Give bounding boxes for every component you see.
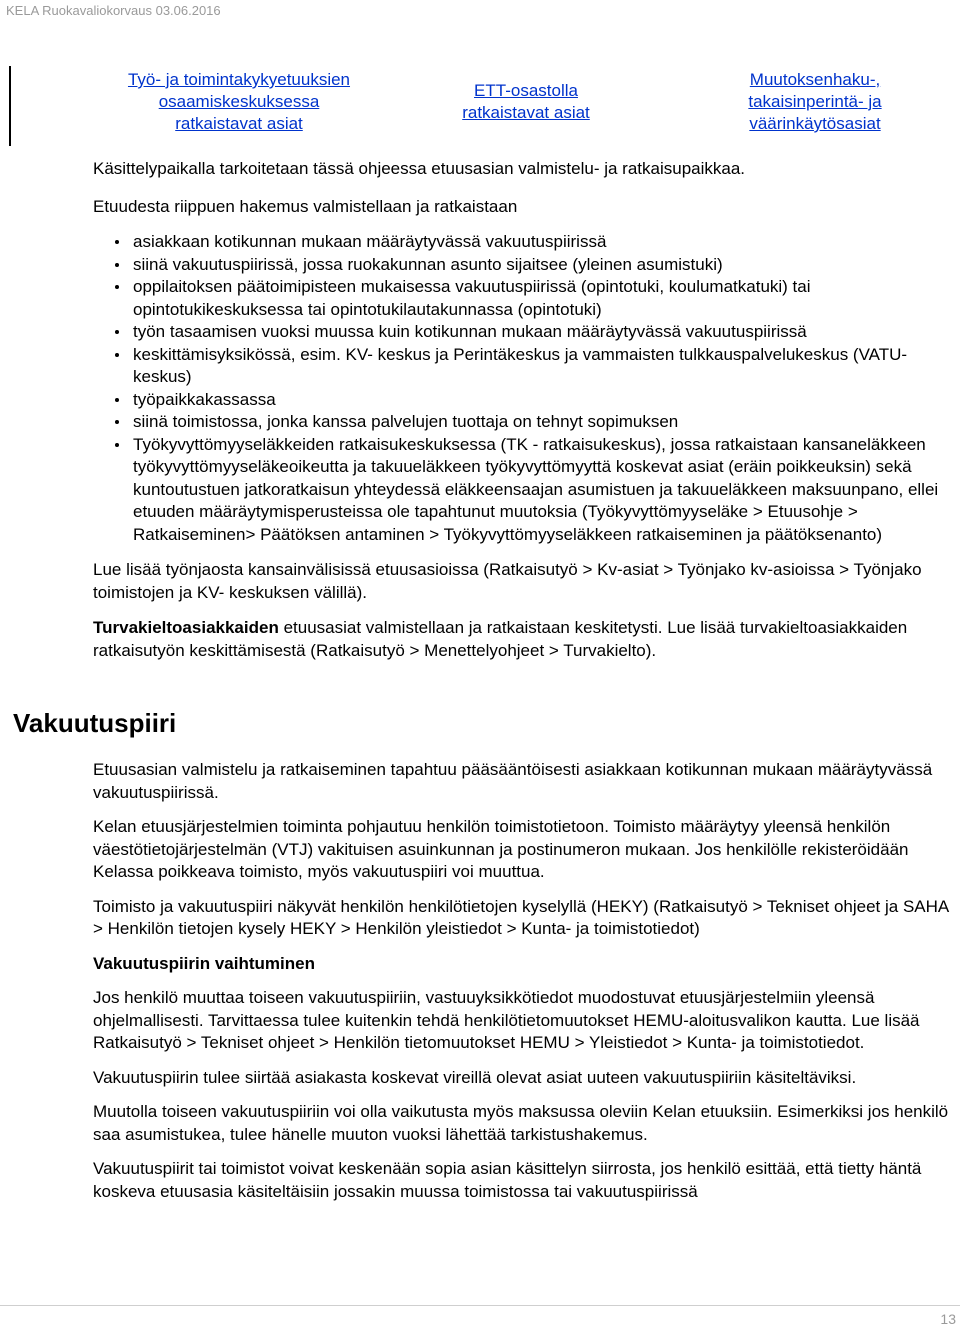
footer-divider [0,1305,960,1306]
list-item: keskittämisyksikössä, esim. KV- keskus ja Perintäkeskus ja vammaisten tulkkauspalvelukeskus (VATU-keskus) [133,344,959,389]
link-tk-line-3: ratkaistavat asiat [175,114,303,133]
link-muutoksenhaku[interactable] [720,69,910,135]
link-ett-line-1: ETT-osastolla [474,81,578,100]
subheading-vakuutuspiirin-vaihtuminen: Vakuutuspiirin vaihtuminen [93,953,315,973]
intro-paragraph-4-rest: etuusasiat valmistellaan ja ratkaistaan keskitetysti. Lue lisää turvakieltoasiakkaiden ratkaisutyön keskittämisestä (Ratkaisutyö > Menettelyohjeet > Turvakielto). [93,618,908,660]
section-paragraph-6: Muutolla toiseen vakuutuspiiriin voi olla vaikutusta myös maksussa oleviin Kelan etuuksiin. Esimerkiksi jos henkilö saa asumistukea, tulee hänelle muuton vuoksi lähettää tarkistushakemus. [93,1102,949,1144]
section-title-vakuutuspiiri: Vakuutuspiiri [13,708,177,738]
list-item: Työkyvyttömyyseläkkeiden ratkaisukeskuksessa (TK - ratkaisukeskus), jossa ratkaistaan kansaneläkkeen työkyvyttömyyseläkeoikeutta ja takuueläkkeen työkyvyttömyyttä koskevat asiat (eräin poikkeuksin) sekä kuntoutustuen jatkoratkaisun yhteydessä eläkkeensaajan asumistuen ja takuueläkkeen maksuunpano, ellei etuuden määräytymisperusteissa ole tapahtunut muutoksia (Työkyvyttömyyseläke > Etuusohje > Ratkaiseminen> Päätöksen antaminen > Työkyvyttömyyseläkkeen ratkaiseminen ja päätöksenanto) [133,434,959,547]
vakuutuspiiri-section [93,759,959,1215]
link-tk-line-1: Työ- ja toimintakykyetuuksien [127,70,351,89]
intro-paragraph-4 [93,617,959,662]
intro-section [93,158,959,675]
section-paragraph-7: Vakuutuspiirit tai toimistot voivat keskenään sopia asian käsittelyn siirrosta, jos henkilö esittää, että tietty häntä koskeva etuusasia käsiteltäisiin jossakin muussa toimistossa tai vakuutuspiirissä [93,1159,922,1201]
turvakielto-bold-term: Turvakieltoasiakkaiden [93,618,279,637]
section-paragraph-1: Etuusasian valmistelu ja ratkaiseminen tapahtuu pääsääntöisesti asiakkaan kotikunnan mukaan määräytyvässä vakuutuspiirissä. [93,760,933,802]
list-item: siinä vakuutuspiirissä, jossa ruokakunnan asunto sijaitsee (yleinen asumistuki) [133,254,959,277]
left-margin-bar [9,66,11,146]
document-header: KELA Ruokavaliokorvaus 03.06.2016 [6,3,221,18]
list-item: työpaikkakassassa [133,389,959,412]
section-paragraph-2: Kelan etuusjärjestelmien toiminta pohjautuu henkilön toimistotietoon. Toimisto määräytyy yleensä henkilön väestötietojärjestelmän (VTJ) vakituisen asuinkunnan ja postinumeron mukaan. Jos henkilölle rekisteröidään Kelassa poikkeava toimisto, myös vakuutuspiiri voi muuttua. [93,817,909,881]
list-item: asiakkaan kotikunnan mukaan määräytyvässä vakuutuspiirissä [133,231,959,254]
intro-paragraph-1: Käsittelypaikalla tarkoitetaan tässä ohjeessa etuusasian valmistelu- ja ratkaisupaikkaa. [93,159,746,178]
section-paragraph-5: Vakuutuspiirin tulee siirtää asiakasta koskevat vireillä olevat asiat uuteen vakuutuspiiriin käsiteltäviksi. [93,1067,857,1087]
link-muut-line-3: väärinkäytösasiat [749,114,881,133]
link-tk-line-2: osaamiskeskuksessa [158,92,320,111]
page-number: 13 [940,1311,956,1327]
link-ett-line-2: ratkaistavat asiat [462,103,590,122]
link-muut-line-1: Muutoksenhaku-, [749,70,881,89]
link-tk-ratkaistavat-asiat[interactable] [100,69,378,135]
link-ett-ratkaistavat-asiat[interactable] [440,80,612,124]
section-paragraph-4: Jos henkilö muuttaa toiseen vakuutuspiiriin, vastuuyksikkötiedot muodostuvat etuusjärjestelmiin yleensä ohjelmallisesti. Tarvittaessa tulee kuitenkin tehdä henkilötietomuutokset HEMU-aloitusvalikon kautta. Lue lisää Ratkaisutyö > Tekniset ohjeet > Henkilön tietomuutokset HEMU > Yleistiedot > Kunta- ja toimistotiedot. [93,988,920,1052]
link-muut-line-2: takaisinperintä- ja [748,92,882,111]
list-item: työn tasaamisen vuoksi muussa kuin kotikunnan mukaan määräytyvässä vakuutuspiirissä [133,321,959,344]
intro-paragraph-2: Etuudesta riippuen hakemus valmistellaan ja ratkaistaan [93,196,518,216]
intro-paragraph-3: Lue lisää työnjaosta kansainvälisissä etuusasioissa (Ratkaisutyö > Kv-asiat > Työnjako kv-asioissa > Työnjako toimistojen ja KV- keskuksen välillä). [93,560,922,602]
section-paragraph-3: Toimisto ja vakuutuspiiri näkyvät henkilön henkilötietojen kyselyllä (HEKY) (Ratkaisutyö > Tekniset ohjeet ja SAHA > Henkilön tietojen kysely HEKY > Henkilön yleistiedot > Kunta- ja toimistotiedot) [93,896,949,938]
list-item: oppilaitoksen päätoimipisteen mukaisessa vakuutuspiirissä (opintotuki, koulumatkatuki) tai opintotukikeskuksessa tai opintotukilautakunnassa (opintotuki) [133,276,959,321]
list-item: siinä toimistossa, jonka kanssa palvelujen tuottaja on tehnyt sopimuksen [133,411,959,434]
processing-location-list [93,231,959,546]
